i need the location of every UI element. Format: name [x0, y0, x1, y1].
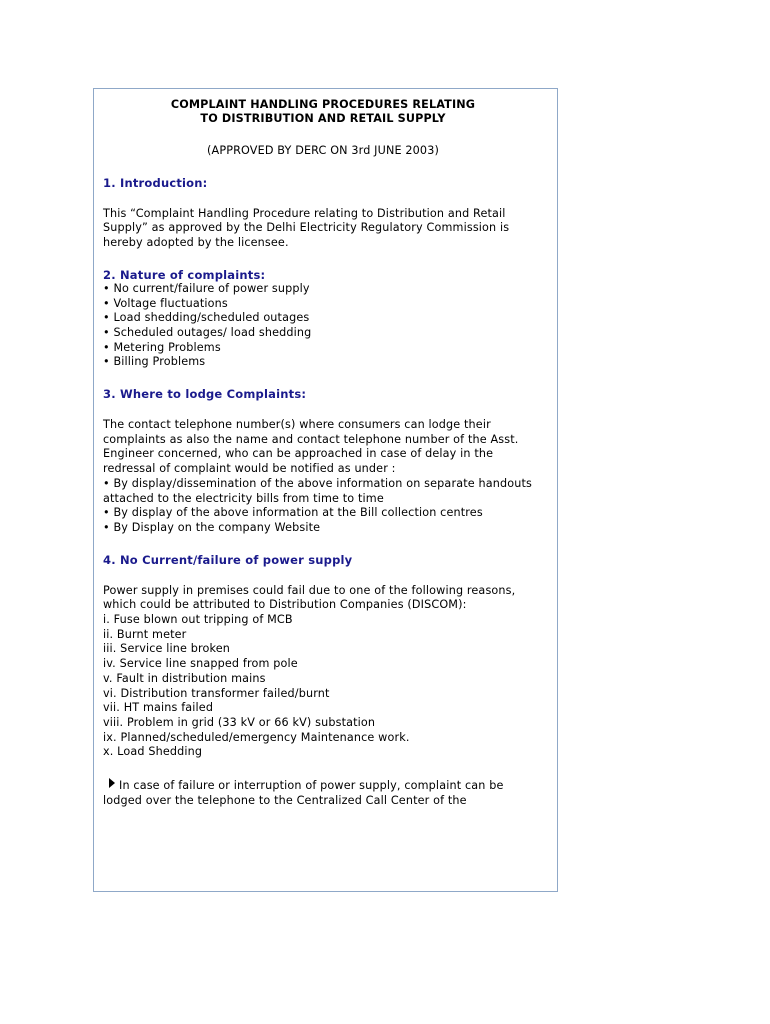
title-line-2: TO DISTRIBUTION AND RETAIL SUPPLY [200, 112, 446, 125]
triangle-right-icon [109, 778, 115, 788]
where-to-lodge-paragraph: The contact telephone number(s) where consumers can lodge their complaints as also the name and contact telephone number of the Asst. Engineer concerned, who can be approached in case of delay in the redressal of complaint would be notified as under : [103, 418, 519, 476]
list-item: iii. Service line broken [103, 642, 231, 656]
list-item: vi. Distribution transformer failed/burnt [103, 686, 330, 700]
list-item: ix. Planned/scheduled/emergency Maintenance work. [103, 730, 410, 744]
list-item: • By display of the above information at the Bill collection centres [103, 506, 483, 520]
list-item: • By display/dissemination of the above information on separate handouts attached to the electricity bills from time to time [103, 476, 532, 505]
list-item: i. Fuse blown out tripping of MCB [103, 613, 293, 627]
section-heading-nature: 2. Nature of complaints: [103, 267, 266, 282]
introduction-paragraph: This “Complaint Handling Procedure relating to Distribution and Retail Supply” as approved by the Delhi Electricity Regulatory Commission is hereby adopted by the licensee. [103, 206, 510, 250]
list-item: • Billing Problems [103, 355, 206, 369]
failure-reasons-list [103, 613, 543, 760]
list-item: x. Load Shedding [103, 745, 203, 759]
list-item: • Load shedding/scheduled outages [103, 311, 310, 325]
list-item: vii. HT mains failed [103, 701, 214, 715]
list-item: • Voltage fluctuations [103, 296, 228, 310]
lodge-methods-list [103, 477, 543, 536]
list-item: viii. Problem in grid (33 kV or 66 kV) substation [103, 715, 376, 729]
list-item: • Scheduled outages/ load shedding [103, 325, 312, 339]
section-heading-no-current: 4. No Current/failure of power supply [103, 552, 353, 567]
title-line-1: COMPLAINT HANDLING PROCEDURES RELATING [170, 98, 476, 111]
list-item: ii. Burnt meter [103, 627, 187, 641]
call-center-note-text: In case of failure or interruption of power supply, complaint can be lodged over the telephone to the Centralized Call Center of the [103, 779, 504, 807]
section-heading-introduction: 1. Introduction: [103, 175, 208, 190]
list-item: v. Fault in distribution mains [103, 671, 266, 685]
list-item: iv. Service line snapped from pole [103, 657, 298, 671]
list-item: • No current/failure of power supply [103, 281, 310, 295]
document-frame [93, 88, 558, 892]
no-current-paragraph: Power supply in premises could fail due to one of the following reasons, which could be attributed to Distribution Companies (DISCOM): [103, 583, 516, 612]
document-content [103, 98, 543, 809]
approval-note: (APPROVED BY DERC ON 3rd JUNE 2003) [207, 144, 439, 157]
list-item: • By Display on the company Website [103, 520, 321, 534]
call-center-note [103, 778, 543, 808]
nature-list [103, 282, 543, 370]
list-item: • Metering Problems [103, 340, 221, 354]
section-heading-where-to-lodge: 3. Where to lodge Complaints: [103, 387, 307, 402]
